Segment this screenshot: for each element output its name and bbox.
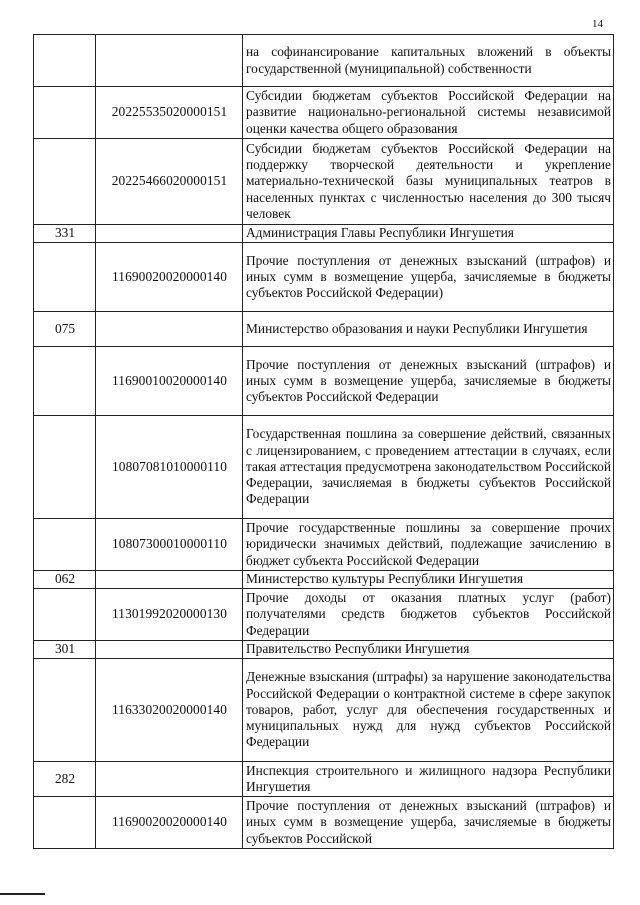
- revenue-code-cell: 10807300010000110: [96, 519, 243, 571]
- revenue-name-cell: Инспекция строительного и жилищного надзора Республики Ингушетия: [243, 762, 614, 797]
- table-row: [34, 519, 614, 571]
- revenue-code-cell: 11690020020000140: [96, 797, 243, 849]
- revenue-name-cell: Субсидии бюджетам субъектов Российской Федерации на развитие национально-региональной системы независимой оценки качества общего образования: [243, 87, 614, 139]
- table-row: [34, 797, 614, 849]
- revenue-name-cell: Министерство образования и науки Республики Ингушетия: [243, 312, 614, 347]
- table-row: [34, 139, 614, 225]
- admin-code-cell: [34, 35, 96, 87]
- revenue-code-cell: [96, 312, 243, 347]
- admin-code-cell: 075: [34, 312, 96, 347]
- revenue-name-cell: Субсидии бюджетам субъектов Российской Федерации на поддержку творческой деятельности и укрепление материально-технической базы муниципальных театров в населенных пунктах с численностью населения до 300 тысяч человек: [243, 139, 614, 225]
- page-number: 14: [592, 18, 603, 30]
- revenue-code-cell: [96, 571, 243, 589]
- revenue-name-cell: на софинансирование капитальных вложений в объекты государственной (муниципальной) собственности: [243, 35, 614, 87]
- revenue-name-cell: Администрация Главы Республики Ингушетия: [243, 225, 614, 243]
- revenue-name-cell: Прочие государственные пошлины за совершение прочих юридически значимых действий, подлежащие зачислению в бюджет субъекта Российской Федерации: [243, 519, 614, 571]
- revenue-code-cell: [96, 225, 243, 243]
- budget-classification-table: [33, 34, 614, 849]
- table-row: [34, 347, 614, 416]
- admin-code-cell: [34, 416, 96, 519]
- table-row: [34, 659, 614, 762]
- revenue-code-cell: 11690020020000140: [96, 243, 243, 312]
- table-row: [34, 225, 614, 243]
- admin-code-cell: [34, 347, 96, 416]
- admin-code-cell: [34, 87, 96, 139]
- revenue-code-cell: 11301992020000130: [96, 589, 243, 641]
- admin-code-cell: 301: [34, 641, 96, 659]
- revenue-code-cell: [96, 762, 243, 797]
- admin-code-cell: 282: [34, 762, 96, 797]
- admin-code-cell: [34, 589, 96, 641]
- revenue-code-cell: 20225466020000151: [96, 139, 243, 225]
- revenue-code-cell: [96, 35, 243, 87]
- admin-code-cell: [34, 519, 96, 571]
- revenue-name-cell: Денежные взыскания (штрафы) за нарушение законодательства Российской Федерации о контрактной системе в сфере закупок товаров, работ, услуг для обеспечения государственных и муниципальных нужд для нужд субъектов Российской Федерации: [243, 659, 614, 762]
- revenue-name-cell: Правительство Республики Ингушетия: [243, 641, 614, 659]
- table-row: [34, 589, 614, 641]
- revenue-code-cell: 20225535020000151: [96, 87, 243, 139]
- revenue-code-cell: 11633020020000140: [96, 659, 243, 762]
- admin-code-cell: [34, 659, 96, 762]
- table-row: [34, 641, 614, 659]
- revenue-name-cell: Государственная пошлина за совершение действий, связанных с лицензированием, с проведением аттестации в случаях, если такая аттестация предусмотрена законодательством Российской Федерации, зачисляемая в бюджеты субъектов Российской Федерации: [243, 416, 614, 519]
- admin-code-cell: 331: [34, 225, 96, 243]
- table-row: [34, 312, 614, 347]
- admin-code-cell: [34, 139, 96, 225]
- table-row: [34, 243, 614, 312]
- revenue-code-cell: 11690010020000140: [96, 347, 243, 416]
- admin-code-cell: 062: [34, 571, 96, 589]
- admin-code-cell: [34, 243, 96, 312]
- table-row: [34, 35, 614, 87]
- revenue-name-cell: Прочие поступления от денежных взысканий (штрафов) и иных сумм в возмещение ущерба, зачисляемые в бюджеты субъектов Российской Федерации: [243, 347, 614, 416]
- table-row: [34, 571, 614, 589]
- admin-code-cell: [34, 797, 96, 849]
- bottom-margin-rule: [0, 893, 45, 895]
- revenue-name-cell: Прочие поступления от денежных взысканий (штрафов) и иных сумм в возмещение ущерба, зачисляемые в бюджеты субъектов Российской: [243, 797, 614, 849]
- revenue-name-cell: Министерство культуры Республики Ингушетия: [243, 571, 614, 589]
- revenue-name-cell: Прочие поступления от денежных взысканий (штрафов) и иных сумм в возмещение ущерба, зачисляемые в бюджеты субъектов Российской Федерации): [243, 243, 614, 312]
- table-row: [34, 416, 614, 519]
- revenue-code-cell: [96, 641, 243, 659]
- table-row: [34, 87, 614, 139]
- revenue-code-cell: 10807081010000110: [96, 416, 243, 519]
- table-row: [34, 762, 614, 797]
- revenue-name-cell: Прочие доходы от оказания платных услуг (работ) получателями средств бюджетов субъектов Российской Федерации: [243, 589, 614, 641]
